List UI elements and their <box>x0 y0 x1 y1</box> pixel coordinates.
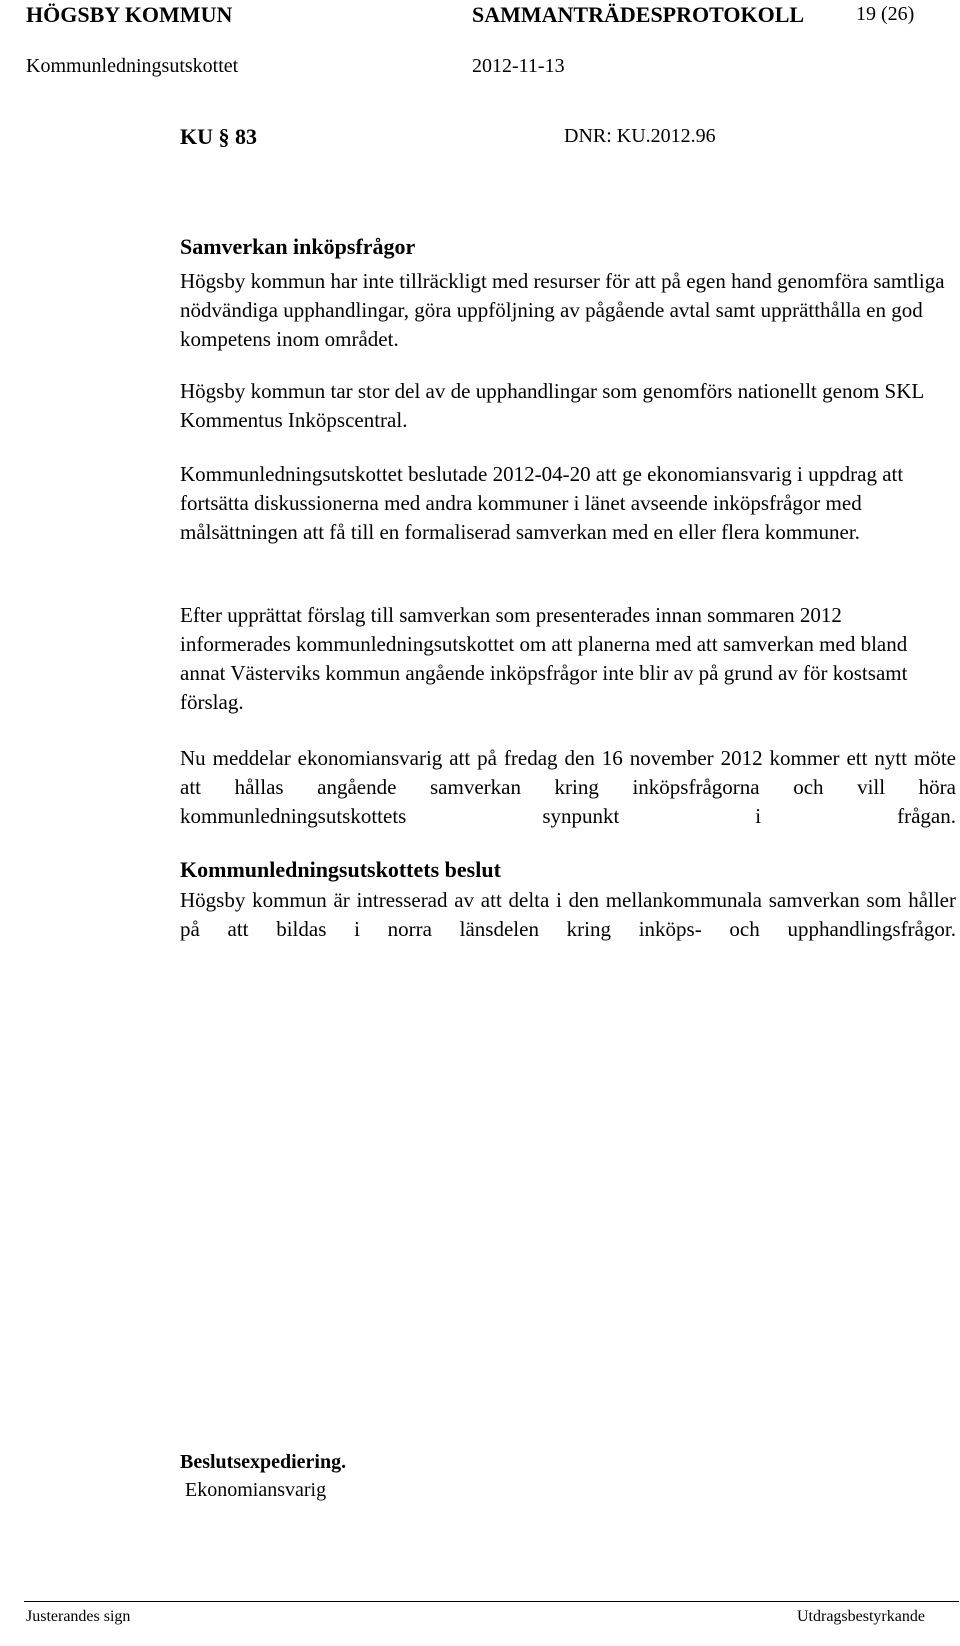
dispatch-recipient: Ekonomiansvarig <box>185 1479 327 1501</box>
footer-divider <box>24 1601 959 1602</box>
dnr-number: DNR: KU.2012.96 <box>564 125 716 147</box>
paragraph-4 <box>180 601 956 717</box>
paragraph-5 <box>180 744 956 831</box>
paragraph-2 <box>180 377 956 435</box>
paragraph-text: Högsby kommun har inte tillräckligt med resurser för att på egen hand genomföra samtliga nödvändiga upphandlingar, göra uppföljning av pågående avtal samt upprätthålla en god kompetens inom området. <box>180 269 945 351</box>
paragraph-text: Högsby kommun tar stor del av de upphandlingar som genomförs nationellt genom SKL Kommentus Inköpscentral. <box>180 379 924 432</box>
document-type: SAMMANTRÄDESPROTOKOLL <box>472 2 805 27</box>
dispatch-title: Beslutsexpediering. <box>180 1451 347 1473</box>
committee-name: Kommunledningsutskottet <box>26 55 239 77</box>
footer-certification-label: Utdragsbestyrkande <box>797 1608 925 1625</box>
decision-text: Högsby kommun är intresserad av att delta i den mellankommunala samverkan som håller på att bildas i norra länsdelen kring inköps- och upphandlingsfrågor. <box>180 888 956 941</box>
footer-signature-label: Justerandes sign <box>26 1608 131 1625</box>
page-number: 19 (26) <box>856 3 915 25</box>
meeting-date: 2012-11-13 <box>472 55 565 77</box>
decision-title: Kommunledningsutskottets beslut <box>180 857 501 882</box>
paragraph-1 <box>180 267 956 354</box>
case-number: KU § 83 <box>180 124 257 149</box>
paragraph-3 <box>180 460 956 547</box>
section-title: Samverkan inköpsfrågor <box>180 234 416 259</box>
decision-text-block <box>180 886 956 944</box>
paragraph-text: Nu meddelar ekonomiansvarig att på fredag den 16 november 2012 kommer ett nytt möte att hållas angående samverkan kring inköpsfrågorna och vill höra kommunledningsutskottets synpunkt i frågan. <box>180 746 956 828</box>
municipality-name: HÖGSBY KOMMUN <box>26 2 233 27</box>
paragraph-text: Kommunledningsutskottet beslutade 2012-04-20 att ge ekonomiansvarig i uppdrag att fortsätta diskussionerna med andra kommuner i länet avseende inköpsfrågor med målsättningen att få till en formaliserad samverkan med en eller flera kommuner. <box>180 462 904 544</box>
paragraph-text: Efter upprättat förslag till samverkan som presenterades innan sommaren 2012 informerades kommunledningsutskottet om att planerna med att samverkan med bland annat Västerviks kommun angående inköpsfrågor inte blir av på grund av för kostsamt förslag. <box>180 603 908 714</box>
